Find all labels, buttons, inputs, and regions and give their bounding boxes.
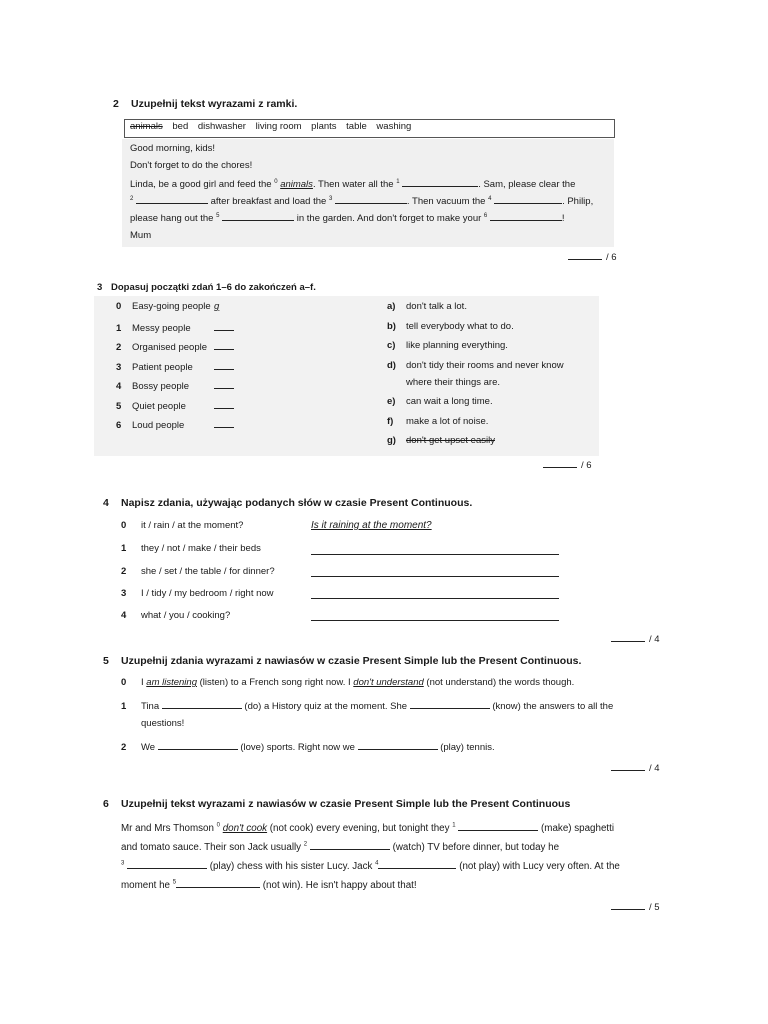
example-answer: g <box>214 301 220 312</box>
word-box-item: bed <box>172 121 189 132</box>
answer-blank-5[interactable] <box>222 211 294 221</box>
answer-blank-3[interactable] <box>127 859 207 869</box>
match-left-item: 5 Quiet people <box>116 399 234 412</box>
match-left-item: 1 Messy people <box>116 321 234 334</box>
ex5-item-2: 2 We (love) sports. Right now we (play) tennis. <box>121 742 495 753</box>
answer-blank-1[interactable] <box>458 821 538 831</box>
score-field[interactable] <box>611 770 645 771</box>
answer-blank-1[interactable] <box>402 177 478 187</box>
ex6-line-3: $^3$ (play) chess with his sister Lucy. Jack $^4$ (not play) with Lucy very often. At the <box>121 860 620 872</box>
match-blank-2[interactable] <box>214 340 234 350</box>
match-right-item: g) don't get upset easily <box>387 435 495 446</box>
ex4-item: 3 I / tidy / my bedroom / right now <box>121 588 274 599</box>
ex4-item: 0 it / rain / at the moment? <box>121 520 244 531</box>
answer-blank[interactable] <box>158 740 238 750</box>
match-right-item: f) make a lot of noise. <box>387 416 489 427</box>
ex5-item-1: 1 Tina (do) a History quiz at the moment. She (know) the answers to all the <box>121 701 614 712</box>
word-box-item: dishwasher <box>197 121 246 132</box>
answer-blank-6[interactable] <box>490 211 562 221</box>
match-left-item: 3 Patient people <box>116 360 234 373</box>
match-right-item: d) don't tidy their rooms and never know <box>387 360 564 371</box>
word-box-item: animals <box>130 121 163 132</box>
example-answer: Is it raining at the moment? <box>311 520 432 531</box>
match-left-item: 2 Organised people <box>116 340 234 353</box>
exercise-2-text-background <box>122 139 614 247</box>
ex2-line-4: $^2$ after breakfast and load the $^3$ . Then vacuum the $^4$ . Philip, <box>130 195 594 207</box>
answer-line-4[interactable] <box>311 620 559 621</box>
answer-blank[interactable] <box>410 699 490 709</box>
word-box-item: washing <box>376 121 412 132</box>
score-field[interactable] <box>611 641 645 642</box>
exercise-5-title: 5 Uzupełnij zdania wyrazami z nawiasów w czasie Present Simple lub the Present Continuous. <box>103 655 582 667</box>
exercise-5-score: / 4 <box>611 763 660 774</box>
exercise-2-title: 2 Uzupełnij tekst wyrazami z ramki. <box>113 98 298 110</box>
ex4-item: 2 she / set / the table / for dinner? <box>121 566 275 577</box>
answer-line-1[interactable] <box>311 554 559 555</box>
exercise-6-score: / 5 <box>611 902 660 913</box>
answer-blank-3[interactable] <box>335 194 407 204</box>
answer-blank[interactable] <box>162 699 242 709</box>
match-blank-6[interactable] <box>214 418 234 428</box>
ex6-line-1: Mr and Mrs Thomson $^0$ don't cook (not cook) every evening, but tonight they $^1$ (make) spaghetti <box>121 822 615 834</box>
exercise-3-title: 3 Dopasuj początki zdań 1–6 do zakończeń a–f. <box>97 282 316 293</box>
ex6-line-2: and tomato sauce. Their son Jack usually $^2$ (watch) TV before dinner, but today he <box>121 841 560 853</box>
exercise-3-background <box>94 296 599 456</box>
exercise-3-score: / 6 <box>543 460 592 471</box>
word-box-item: table <box>346 121 367 132</box>
ex6-line-4: moment he $^5$ (not win). He isn't happy about that! <box>121 879 417 891</box>
match-right-item-continued: where their things are. <box>406 377 500 388</box>
ex4-item: 4 what / you / cooking? <box>121 610 231 621</box>
example-answer: am listening <box>146 677 197 688</box>
example-answer: don't cook <box>222 823 268 834</box>
score-field[interactable] <box>611 909 645 910</box>
exercise-6-title: 6 Uzupełnij tekst wyrazami z nawiasów w czasie Present Simple lub the Present Continuous <box>103 798 571 810</box>
match-blank-5[interactable] <box>214 399 234 409</box>
ex2-line-2: Don't forget to do the chores! <box>130 160 253 171</box>
word-box-item: living room <box>255 121 302 132</box>
match-left-item: 0 Easy-going people g <box>116 301 220 312</box>
ex5-item-1-continued: questions! <box>141 718 185 729</box>
answer-line-3[interactable] <box>311 598 559 599</box>
answer-blank-2[interactable] <box>136 194 208 204</box>
exercise-4-score: / 4 <box>611 634 660 645</box>
ex5-item-0: 0 I am listening (listen) to a French song right now. I don't understand (not understand) the words though. <box>121 677 575 688</box>
word-box-item: plants <box>311 121 337 132</box>
ex2-line-1: Good morning, kids! <box>130 143 216 154</box>
match-right-item: a) don't talk a lot. <box>387 301 467 312</box>
match-right-item: e) can wait a long time. <box>387 396 493 407</box>
answer-blank-4[interactable] <box>378 859 456 869</box>
word-box <box>124 119 615 138</box>
match-blank-4[interactable] <box>214 379 234 389</box>
answer-line-2[interactable] <box>311 576 559 577</box>
ex4-item: 1 they / not / make / their beds <box>121 543 261 554</box>
ex2-line-5: please hang out the $^5$ in the garden. And don't forget to make your $^6$ ! <box>130 212 565 224</box>
exercise-2-score: / 6 <box>568 252 617 263</box>
ex2-signature: Mum <box>130 230 152 241</box>
answer-blank[interactable] <box>358 740 438 750</box>
score-field[interactable] <box>568 259 602 260</box>
exercise-4-title: 4 Napisz zdania, używając podanych słów w czasie Present Continuous. <box>103 497 473 509</box>
example-answer: don't understand <box>353 677 424 688</box>
answer-blank-5[interactable] <box>176 878 260 888</box>
answer-blank-2[interactable] <box>310 840 390 850</box>
answer-blank-4[interactable] <box>494 194 562 204</box>
example-answer: animals <box>280 179 313 190</box>
match-left-item: 4 Bossy people <box>116 379 234 392</box>
match-blank-1[interactable] <box>214 321 234 331</box>
match-blank-3[interactable] <box>214 360 234 370</box>
ex2-line-3: Linda, be a good girl and feed the $^0$ animals. Then water all the $^1$ . Sam, please clear the <box>130 178 576 190</box>
match-right-item: b) tell everybody what to do. <box>387 321 514 332</box>
score-field[interactable] <box>543 467 577 468</box>
match-right-item: c) like planning everything. <box>387 340 508 351</box>
match-left-item: 6 Loud people <box>116 418 234 431</box>
